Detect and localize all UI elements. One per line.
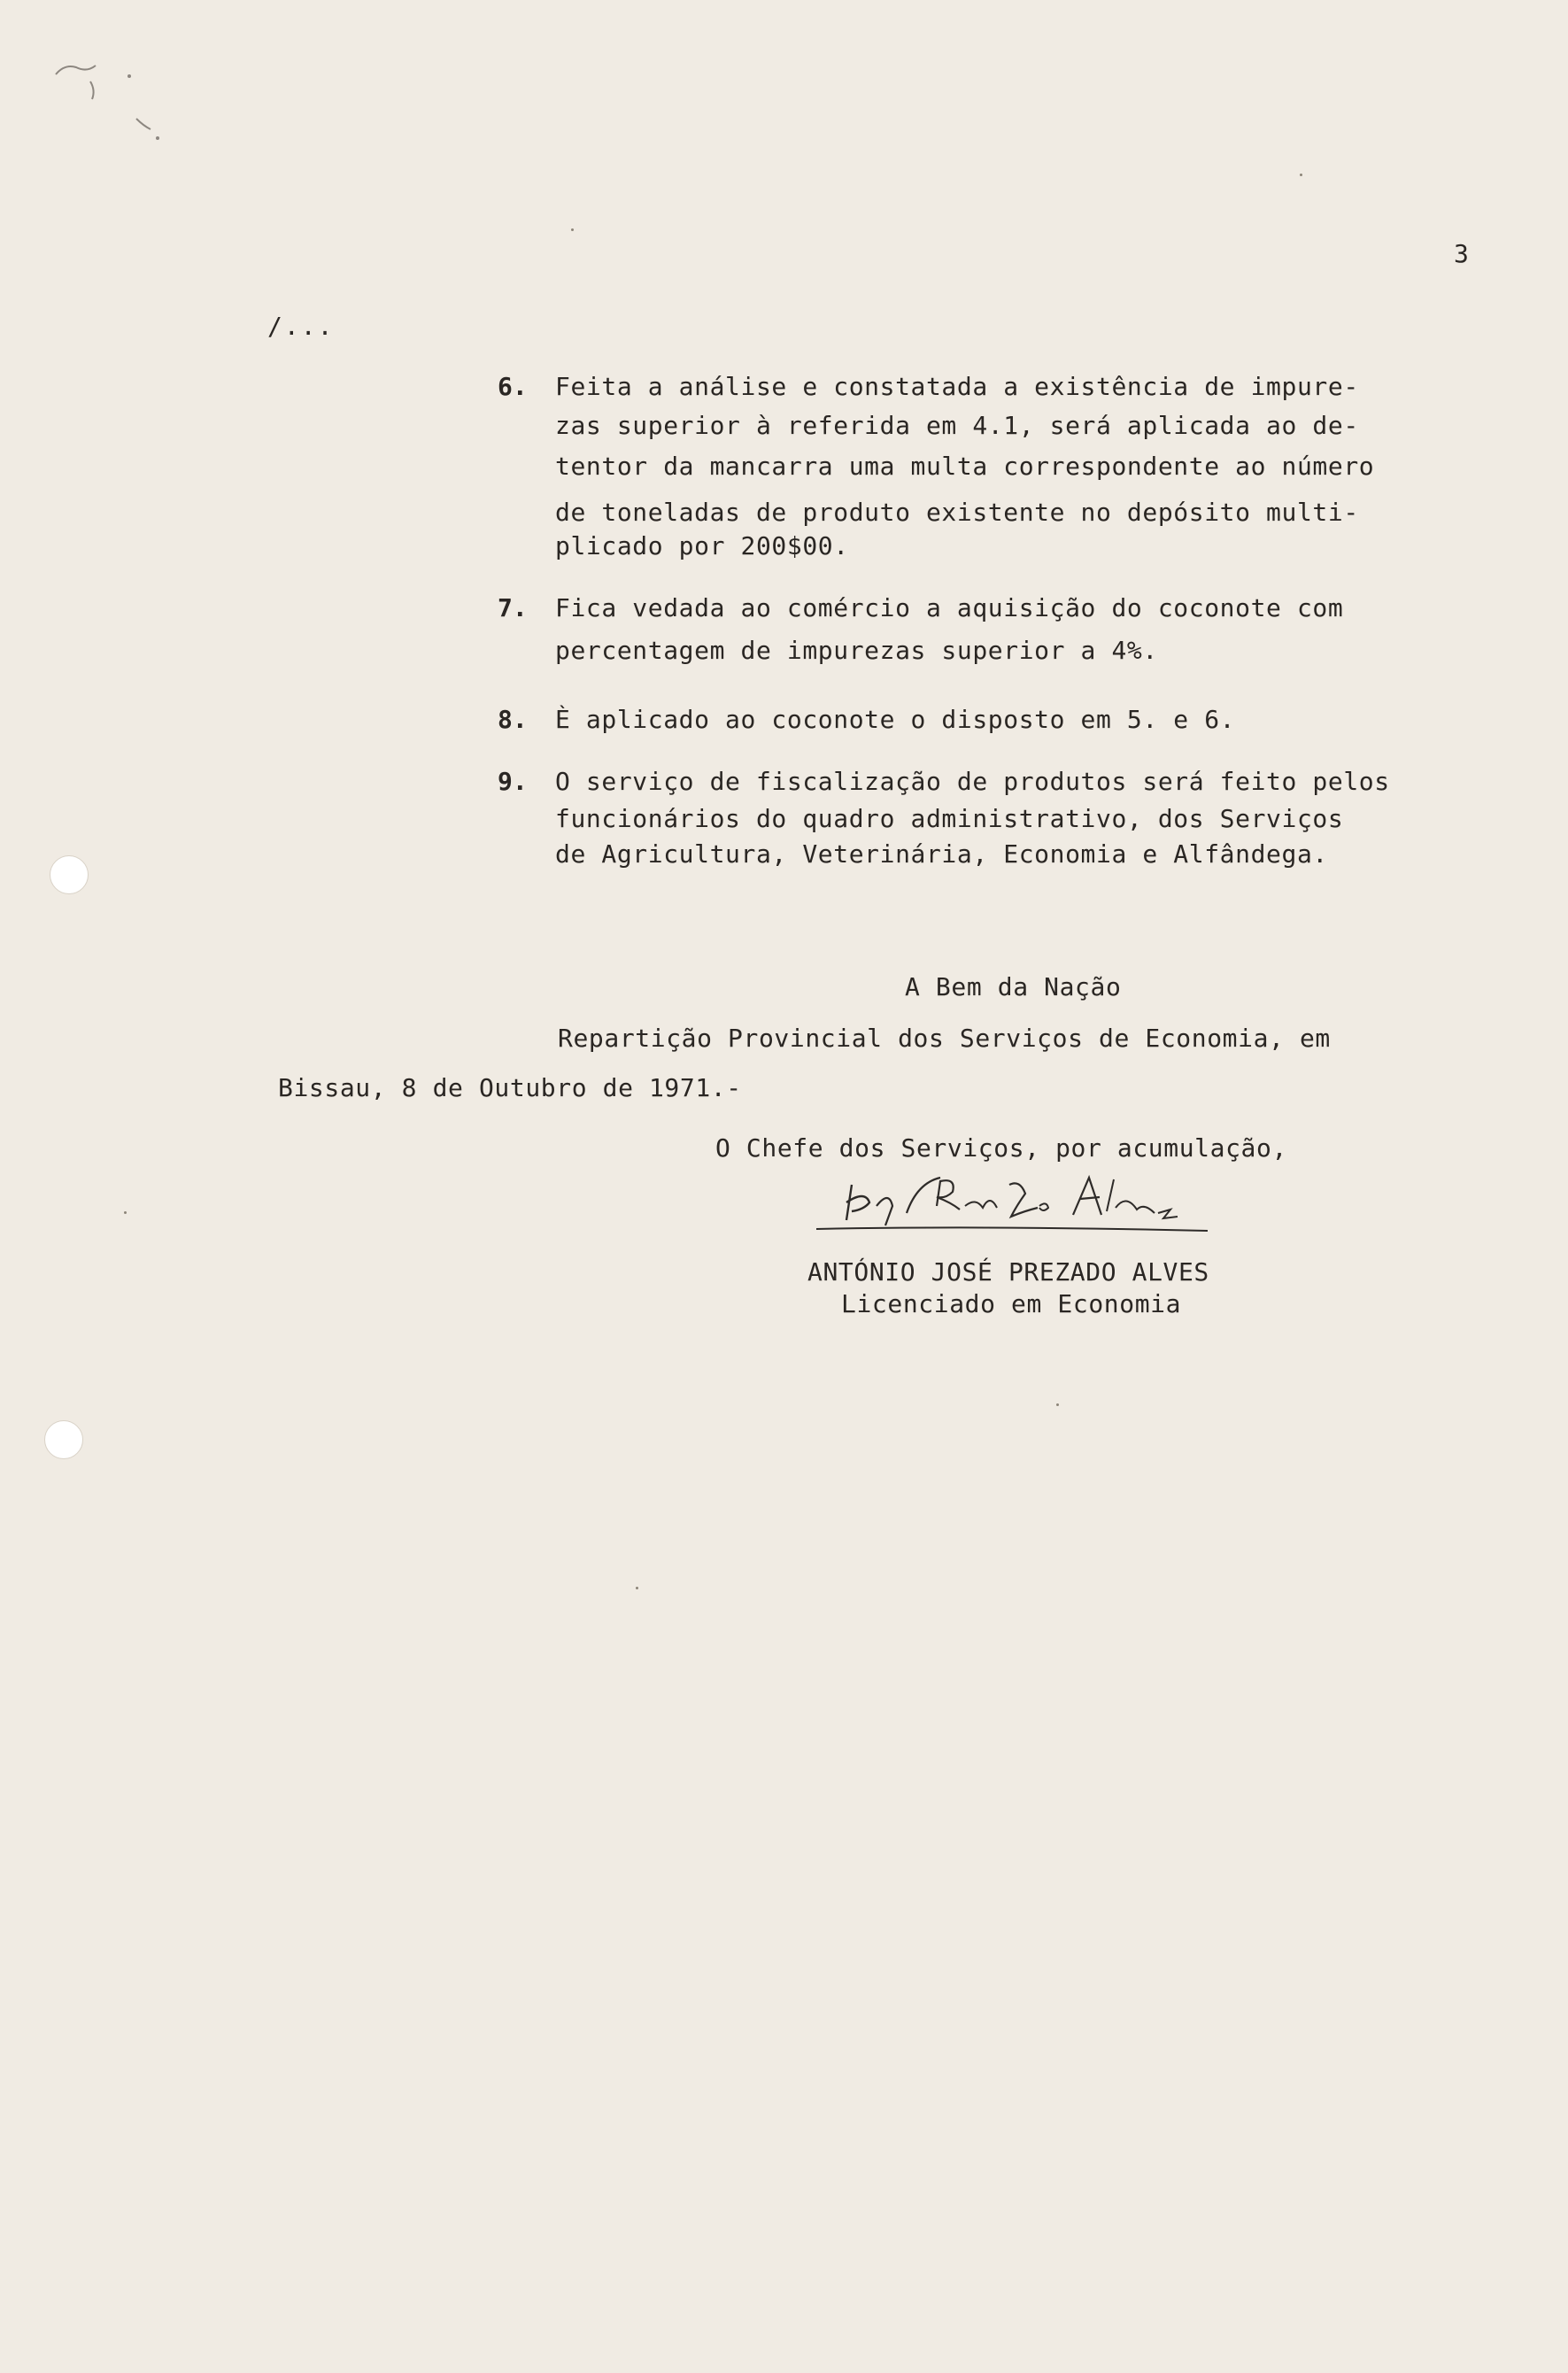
closing-role: O Chefe dos Serviços, por acumulação, xyxy=(715,1133,1287,1163)
closing-place-date: Bissau, 8 de Outubro de 1971.- xyxy=(278,1073,742,1102)
paragraph-line: de Agricultura, Veterinária, Economia e Alfândega. xyxy=(555,839,1328,869)
paragraph-7 xyxy=(498,593,1471,673)
signatory-name: ANTÓNIO JOSÉ PREZADO ALVES xyxy=(807,1257,1209,1287)
punch-hole xyxy=(50,855,89,894)
paper-speck xyxy=(571,228,574,231)
closing-office-line: Repartição Provincial dos Serviços de Economia, em xyxy=(558,1024,1331,1053)
paper-speck xyxy=(1300,174,1302,176)
paragraph-line: Fica vedada ao comércio a aquisição do coconote com xyxy=(555,593,1344,622)
paragraph-line: O serviço de fiscalização de produtos será feito pelos xyxy=(555,767,1390,796)
closing-motto: A Bem da Nação xyxy=(905,972,1122,1001)
page-number: 3 xyxy=(1454,239,1469,268)
paragraph-line: tentor da mancarra uma multa correspondente ao número xyxy=(555,452,1375,481)
paragraph-line: funcionários do quadro administrativo, dos Serviços xyxy=(555,804,1344,833)
corner-smudge-icon xyxy=(51,57,175,154)
paragraph-number: 8. xyxy=(498,705,528,734)
paper-speck xyxy=(636,1587,638,1589)
paper-speck xyxy=(1056,1403,1059,1406)
punch-hole xyxy=(44,1420,83,1459)
paper-speck xyxy=(124,1211,127,1214)
paragraph-line: Feita a análise e constatada a existência de impure- xyxy=(555,372,1359,401)
paragraph-6 xyxy=(498,372,1471,558)
paragraph-number: 7. xyxy=(498,593,528,622)
paragraph-9 xyxy=(498,767,1471,882)
paragraph-number: 9. xyxy=(498,767,528,796)
paragraph-line: percentagem de impurezas superior a 4%. xyxy=(555,636,1158,665)
handwritten-signature xyxy=(807,1167,1215,1247)
paragraph-number: 6. xyxy=(498,372,528,401)
paragraph-8 xyxy=(498,705,1471,740)
paragraph-line: plicado por 200$00. xyxy=(555,531,849,560)
continuation-mark: /... xyxy=(267,312,335,341)
signatory-title: Licenciado em Economia xyxy=(841,1289,1182,1318)
paragraph-line: zas superior à referida em 4.1, será aplicada ao de- xyxy=(555,411,1359,440)
paragraph-line: de toneladas de produto existente no depósito multi- xyxy=(555,498,1359,527)
paragraph-line: È aplicado ao coconote o disposto em 5. e 6. xyxy=(555,705,1236,734)
